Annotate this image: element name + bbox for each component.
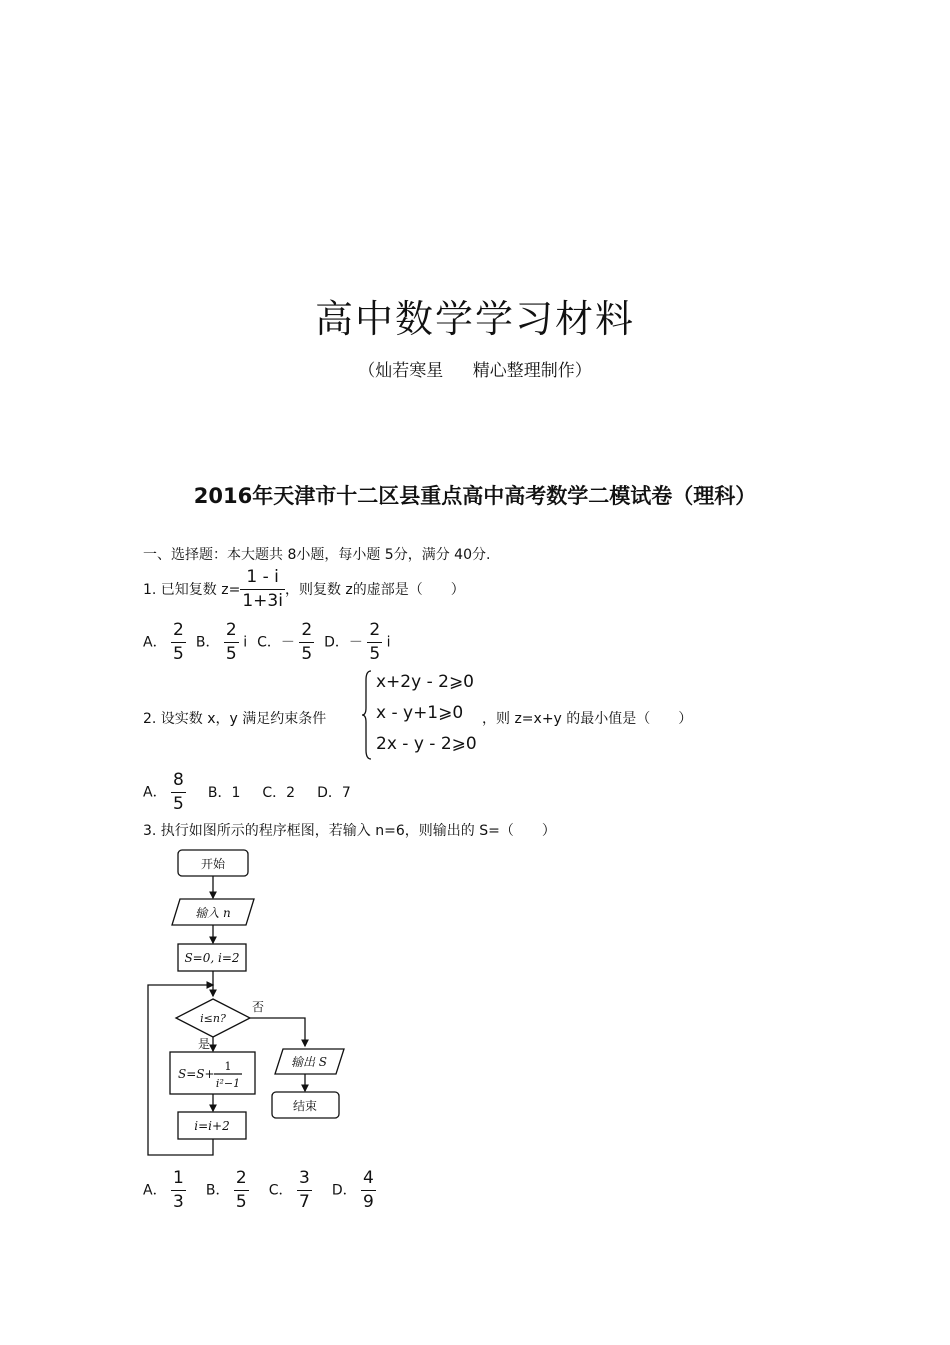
q1-option-a-letter: A． (143, 634, 167, 650)
q2-constraint-3: 2x - y - 2⩾0 (376, 734, 477, 754)
q1-frac-num: 1 - i (240, 569, 285, 590)
frac-num: 8 (171, 772, 186, 793)
frac-num: 2 (367, 622, 382, 643)
q3-option-d-frac (361, 1167, 376, 1212)
q1-text-pre: 1. 已知复数 z= (143, 582, 241, 598)
flow-output-label: 输出 S (290, 1055, 328, 1069)
section-heading: 一、选择题：本大题共 8小题，每小题 5分，满分 40分. (143, 547, 491, 563)
frac-den: 5 (301, 643, 313, 664)
flow-yes-label: 是 (198, 1037, 211, 1051)
q1-option-d-frac (367, 619, 382, 664)
q3-text: 3. 执行如图所示的程序框图，若输入 n=6，则输出的 S=（ ） (143, 823, 556, 839)
q3-option-d (331, 1167, 376, 1212)
q1-fraction (240, 566, 285, 611)
frac-num: 2 (171, 622, 186, 643)
q2-option-a-letter: A． (143, 784, 167, 800)
q3-option-a-letter: A． (143, 1182, 167, 1198)
q2-option-d: D．7 (317, 785, 351, 801)
frac-den: 5 (173, 793, 184, 814)
flow-update-s-den: i²−1 (215, 1077, 241, 1090)
q1-option-c-frac (299, 619, 314, 664)
flow-input-label: 输入 n (195, 906, 231, 920)
flow-init-label: S=0, i=2 (184, 951, 240, 965)
frac-den: 7 (298, 1191, 310, 1212)
q1-option-a (143, 619, 186, 664)
frac-den: 5 (235, 1191, 247, 1212)
q3-option-a (143, 1167, 186, 1212)
q1-option-d-suffix: i (386, 634, 391, 650)
flow-update-s-num: 1 (224, 1060, 232, 1073)
q2-constraint-2: x - y+1⩾0 (376, 703, 464, 723)
q2-options (143, 770, 361, 814)
q1-option-d (324, 619, 391, 664)
exam-title: 2016年天津市十二区县重点高中高考数学二模试卷（理科） (193, 484, 757, 508)
q3-option-c (268, 1167, 312, 1212)
q2-option-a-frac (171, 769, 186, 814)
frac-num: 1 (171, 1170, 186, 1191)
q1-option-d-letter: D．－ (324, 634, 363, 650)
q1-options (143, 620, 401, 664)
brace-icon (362, 670, 372, 760)
flow-end-label: 结束 (292, 1099, 318, 1113)
q3-option-d-letter: D． (331, 1182, 357, 1198)
frac-den: 9 (363, 1191, 374, 1212)
page-subtitle: （灿若寒星 精心整理制作） (358, 361, 592, 381)
flow-update-s-pre: S=S+ (178, 1067, 215, 1081)
q2-option-a (143, 769, 186, 814)
frac-num: 2 (234, 1170, 249, 1191)
frac-den: 5 (225, 643, 237, 664)
q2-option-c: C．2 (262, 785, 296, 801)
q3-option-b-frac (234, 1167, 249, 1212)
q3-option-c-frac (297, 1167, 312, 1212)
question-1 (143, 567, 465, 611)
q1-option-a-frac (171, 619, 186, 664)
q1-option-b-frac (224, 619, 239, 664)
q1-option-c (257, 619, 314, 664)
frac-num: 2 (299, 622, 314, 643)
page-title: 高中数学学习材料 (314, 297, 635, 341)
q2-text-post: ，则 z=x+y 的最小值是（ ） (482, 711, 693, 727)
q1-frac-den: 1+3i (242, 590, 283, 611)
q1-option-b-letter: B． (195, 634, 220, 650)
q3-options (143, 1168, 386, 1212)
q3-option-a-frac (171, 1167, 186, 1212)
program-flowchart (140, 845, 360, 1160)
q2-text-pre: 2. 设实数 x，y 满足约束条件 (143, 711, 327, 727)
frac-den: 5 (369, 643, 381, 664)
flow-cond-label: i≤n? (200, 1012, 226, 1025)
q1-text-post: ，则复数 z的虚部是（ ） (284, 582, 465, 598)
q2-constraint-1: x+2y - 2⩾0 (376, 672, 474, 692)
q2-option-b: B．1 (207, 785, 241, 801)
q1-option-b-suffix: i (243, 634, 248, 650)
q3-option-c-letter: C． (268, 1182, 293, 1198)
frac-num: 3 (297, 1170, 312, 1191)
frac-den: 5 (173, 643, 184, 664)
flow-start-label: 开始 (200, 857, 226, 871)
frac-num: 2 (224, 622, 239, 643)
frac-num: 4 (361, 1170, 376, 1191)
q1-option-c-letter: C．－ (257, 634, 295, 650)
flow-update-i-label: i=i+2 (194, 1119, 230, 1133)
q2-constraint-system (362, 670, 482, 760)
q1-option-b (195, 619, 248, 664)
q3-option-b (205, 1167, 249, 1212)
q3-option-b-letter: B． (205, 1182, 230, 1198)
flow-no-label: 否 (252, 1000, 265, 1014)
frac-den: 3 (173, 1191, 184, 1212)
